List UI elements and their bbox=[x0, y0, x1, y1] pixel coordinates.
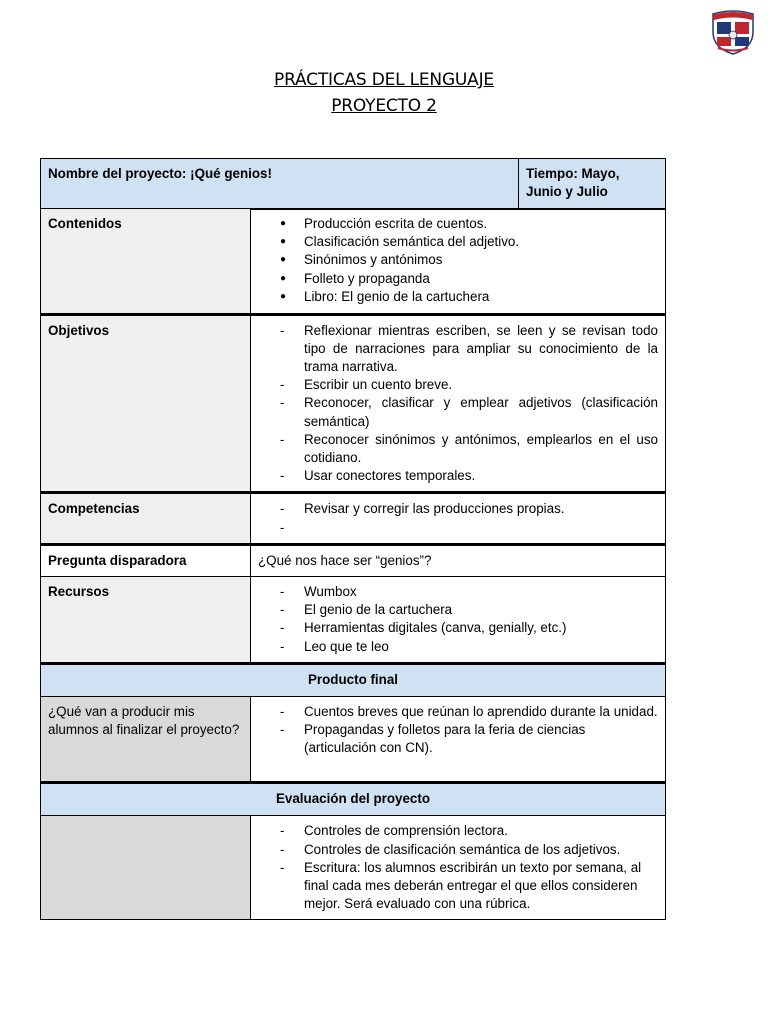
objetivos-cell bbox=[251, 315, 666, 492]
school-crest-icon bbox=[708, 6, 758, 56]
objetivos-label: Objetivos bbox=[41, 315, 251, 492]
list-item: - Usar conectores temporales. bbox=[258, 467, 658, 485]
evaluacion-cell bbox=[251, 816, 666, 920]
competencias-cell bbox=[251, 494, 666, 544]
list-item: ● Folleto y propaganda bbox=[258, 270, 658, 288]
list-item: - Revisar y corregir las producciones propias. bbox=[258, 500, 658, 518]
project-header-table bbox=[40, 158, 666, 210]
list-item: - Escribir un cuento breve. bbox=[258, 376, 658, 394]
evaluacion-row bbox=[41, 784, 666, 816]
recursos-cell bbox=[251, 577, 666, 663]
evaluacion-detail-row bbox=[41, 816, 666, 920]
project-time-cell: Tiempo: Mayo, Junio y Julio bbox=[519, 159, 666, 210]
list-item: - Controles de comprensión lectora. bbox=[258, 822, 658, 840]
list-item: - Reconocer, clasificar y emplear adjetivos (clasificación semántica) bbox=[258, 394, 658, 430]
list-item: - Herramientas digitales (canva, genially, etc.) bbox=[258, 619, 658, 637]
evaluacion-label: Evaluación del proyecto bbox=[41, 784, 666, 816]
list-item: - Leo que te leo bbox=[258, 638, 658, 656]
producir-row bbox=[41, 696, 666, 782]
list-item: ● Clasificación semántica del adjetivo. bbox=[258, 233, 658, 251]
objetivos-row bbox=[41, 315, 666, 492]
recursos-row bbox=[41, 577, 666, 663]
contenidos-label: Contenidos bbox=[41, 209, 251, 314]
competencias-label: Competencias bbox=[41, 494, 251, 544]
evaluacion-empty-label bbox=[41, 816, 251, 920]
contenidos-cell bbox=[251, 209, 666, 314]
title-line-1: PRÁCTICAS DEL LENGUAJE bbox=[274, 70, 494, 90]
producto-final-row bbox=[41, 664, 666, 696]
list-item: - Propagandas y folletos para la feria de ciencias (articulación con CN). bbox=[258, 721, 658, 757]
contenidos-list bbox=[258, 215, 658, 306]
recursos-list bbox=[258, 583, 658, 656]
evaluacion-list bbox=[258, 822, 658, 913]
list-item: - Cuentos breves que reúnan lo aprendido durante la unidad. bbox=[258, 703, 658, 721]
list-item: ● Producción escrita de cuentos. bbox=[258, 215, 658, 233]
list-item: ● Sinónimos y antónimos bbox=[258, 251, 658, 269]
competencias-list bbox=[258, 500, 658, 536]
producir-list bbox=[258, 703, 658, 758]
project-details-table bbox=[40, 208, 666, 920]
competencias-row bbox=[41, 494, 666, 544]
list-item: - Reconocer sinónimos y antónimos, emplearlos en el uso cotidiano. bbox=[258, 431, 658, 467]
list-item: - Wumbox bbox=[258, 583, 658, 601]
pregunta-row bbox=[41, 545, 666, 576]
list-item: - Reflexionar mientras escriben, se leen y se revisan todo tipo de narraciones para ampliar su conocimiento de la trama narrativa. bbox=[258, 322, 658, 377]
objetivos-list bbox=[258, 322, 658, 486]
pregunta-cell: ¿Qué nos hace ser “genios”? bbox=[251, 545, 666, 576]
list-item bbox=[258, 519, 658, 537]
recursos-label: Recursos bbox=[41, 577, 251, 663]
producto-final-label: Producto final bbox=[41, 664, 666, 696]
list-item: - El genio de la cartuchera bbox=[258, 601, 658, 619]
producir-label: ¿Qué van a producir mis alumnos al finalizar el proyecto? bbox=[41, 696, 251, 782]
project-name-cell: Nombre del proyecto: ¡Qué genios! bbox=[41, 159, 519, 210]
title-line-2: PROYECTO 2 bbox=[331, 96, 437, 116]
pregunta-label: Pregunta disparadora bbox=[41, 545, 251, 576]
list-item: - Controles de clasificación semántica de los adjetivos. bbox=[258, 841, 658, 859]
contenidos-row bbox=[41, 209, 666, 314]
list-item: - Escritura: los alumnos escribirán un texto por semana, al final cada mes deberán entregar el que ellos consideren mejor. Será evaluado con una rúbrica. bbox=[258, 859, 658, 914]
list-item: ● Libro: El genio de la cartuchera bbox=[258, 288, 658, 306]
producir-cell bbox=[251, 696, 666, 782]
